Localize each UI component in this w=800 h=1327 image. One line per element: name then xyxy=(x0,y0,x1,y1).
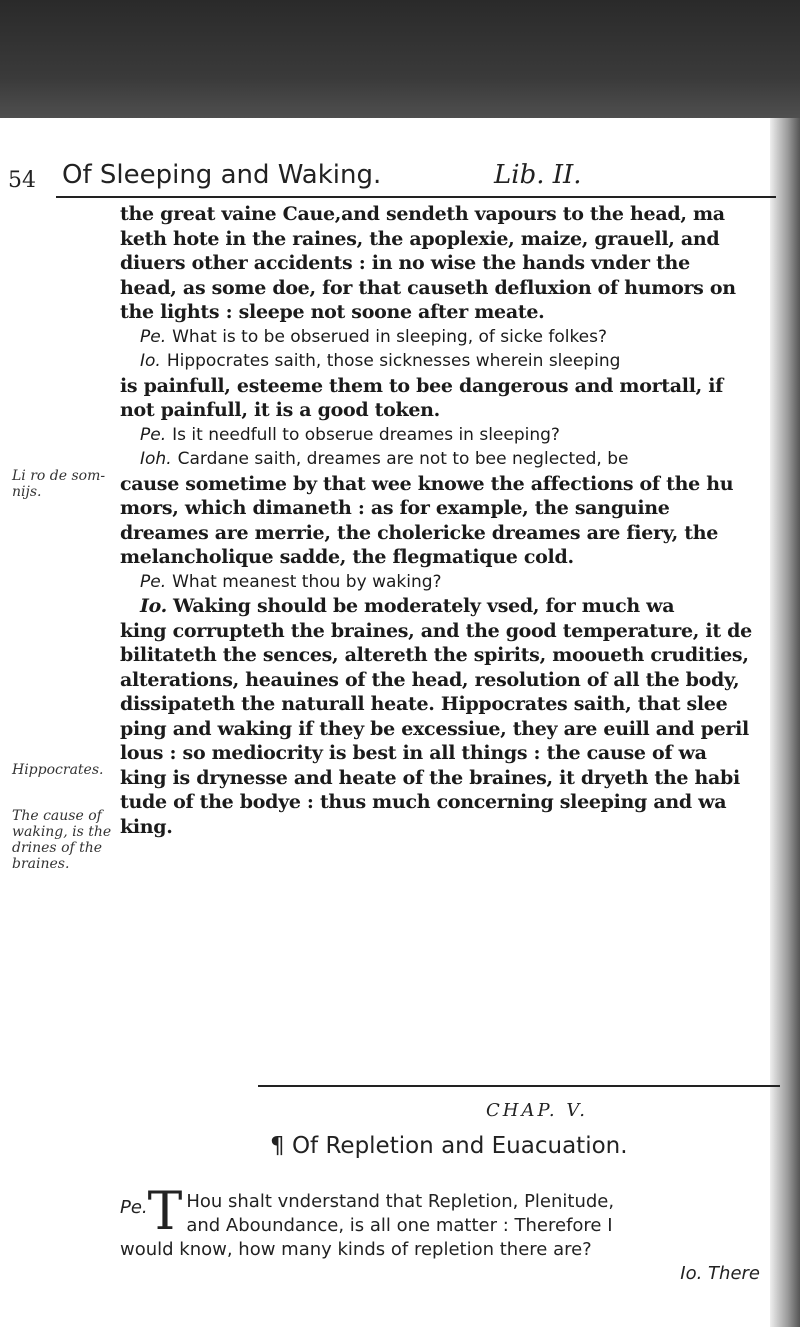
running-title: Of Sleeping and Waking. xyxy=(62,160,382,190)
text-line: not painfull, it is a good token. xyxy=(120,399,440,421)
book-number: Lib. II. xyxy=(494,160,582,190)
question-pe-1: Pe. What is to be obserued in sleeping, of sicke folkes? xyxy=(140,326,608,347)
text-line: the lights : sleepe not soone after meate. xyxy=(120,301,545,323)
text-line: would know, how many kinds of repletion there are? xyxy=(120,1239,592,1260)
margin-note-somnijs: Li ro de som- nijs. xyxy=(12,468,106,500)
text-line: and Aboundance, is all one matter : Therefore I xyxy=(186,1215,613,1236)
chapter-title: ¶ Of Repletion and Euacuation. xyxy=(270,1133,628,1159)
text-line: cause sometime by that wee knowe the affections of the hu xyxy=(120,472,734,495)
pilcrow-icon: ¶ xyxy=(270,1133,292,1159)
chapter-label: CHAP. V. xyxy=(486,1100,588,1121)
section-rule xyxy=(258,1085,780,1087)
answer-io-3: Io. Waking should be moderately vsed, for much wa xyxy=(140,595,675,617)
text-line: ping and waking if they be excessiue, they are euill and peril xyxy=(120,717,749,740)
text-line: dissipateth the naturall heate. Hippocrates saith, that slee xyxy=(120,693,728,715)
text-line: diuers other accidents : in no wise the hands vnder the xyxy=(120,252,690,274)
text-line: melancholique sadde, the flegmatique cold. xyxy=(120,546,574,568)
text-line: king. xyxy=(120,815,173,838)
text-line: dreames are merrie, the cholericke dreames are fiery, the xyxy=(120,521,719,544)
speaker-pe: Pe. xyxy=(120,1197,148,1218)
page-number: 54 xyxy=(8,168,36,193)
text-line: head, as some doe, for that causeth defluxion of humors on xyxy=(120,276,736,299)
text-line: bilitateth the sences, altereth the spirits, mooueth crudities, xyxy=(120,644,749,666)
text-line: the great vaine Caue,and sendeth vapours to the head, ma xyxy=(120,203,725,225)
text-line: Hou shalt vnderstand that Repletion, Plenitude, xyxy=(186,1191,615,1212)
chapter-opening-paragraph xyxy=(120,1182,780,1286)
margin-note-hippocrates: Hippocrates. xyxy=(12,762,104,778)
main-text xyxy=(120,202,780,839)
text-line: lous : so mediocrity is best in all things : the cause of wa xyxy=(120,742,707,764)
answer-io-1: Io. Hippocrates saith, those sicknesses wherein sleeping xyxy=(140,351,621,371)
text-line: alterations, heauines of the head, resolution of all the body, xyxy=(120,668,740,691)
text-line: mors, which dimaneth : as for example, the sanguine xyxy=(120,497,670,519)
text-line: is painfull, esteeme them to bee dangerous and mortall, if xyxy=(120,374,724,397)
text-line: king corrupteth the braines, and the good temperature, it de xyxy=(120,619,752,642)
running-header xyxy=(56,160,776,198)
margin-note-cause-waking: The cause of waking, is the drines of the braines. xyxy=(12,808,112,872)
text-line: keth hote in the raines, the apoplexie, maize, grauell, and xyxy=(120,227,720,250)
question-pe-3: Pe. What meanest thou by waking? xyxy=(140,571,442,592)
question-pe-2: Pe. Is it needfull to obserue dreames in sleeping? xyxy=(140,424,560,445)
text-line: king is drynesse and heate of the braines, it dryeth the habi xyxy=(120,766,740,789)
catchword: Io. There xyxy=(680,1263,760,1284)
answer-io-2: Ioh. Cardane saith, dreames are not to bee neglected, be xyxy=(140,449,629,469)
text-line: tude of the bodye : thus much concerning sleeping and wa xyxy=(120,791,727,813)
scan-edge-top xyxy=(0,0,800,130)
drop-cap: T xyxy=(147,1182,183,1242)
